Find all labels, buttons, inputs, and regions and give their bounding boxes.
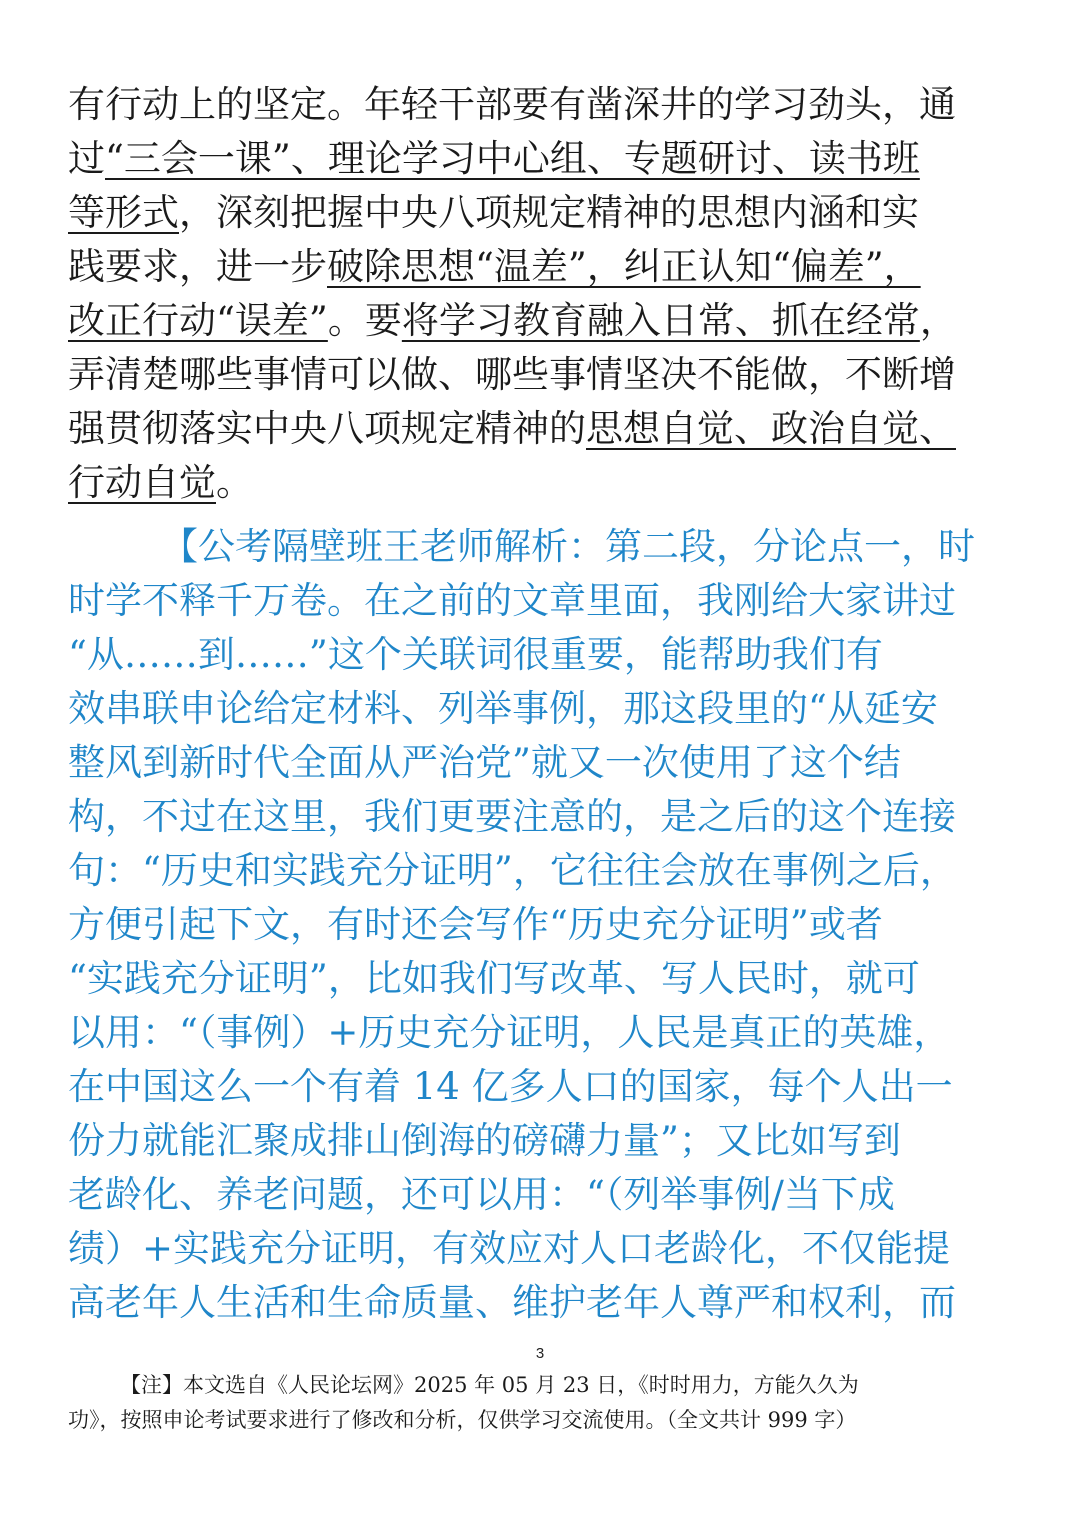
teacher-analysis — [68, 520, 1018, 1330]
body-line: 行动自觉。 — [68, 461, 253, 504]
analysis-line: 整风到新时代全面从严治党”就又一次使用了这个结 — [68, 741, 901, 784]
body-line: 践要求，进一步破除思想“温差”，纠正认知“偏差”， — [68, 245, 921, 288]
analysis-line: 高老年人生活和生命质量、维护老年人尊严和权利，而 — [68, 1281, 956, 1324]
analysis-line: “实践充分证明”，比如我们写改革、写人民时，就可 — [68, 957, 920, 1000]
body-line: 有行动上的坚定。年轻干部要有凿深井的学习劲头，通 — [68, 83, 956, 126]
analysis-line: 绩）+实践充分证明，有效应对人口老龄化，不仅能提 — [68, 1227, 951, 1270]
analysis-line: 老龄化、养老问题，还可以用：“（列举事例/当下成 — [68, 1173, 895, 1216]
note-line: 【注】本文选自《人民论坛网》2025 年 05 月 23 日，《时时用力，方能久久为 — [120, 1373, 859, 1397]
analysis-line: 以用：“（事例）+历史充分证明，人民是真正的英雄， — [68, 1011, 951, 1054]
page-number: 3 — [535, 1345, 545, 1362]
analysis-line: 效串联申论给定材料、列举事例，那这段里的“从延安 — [68, 687, 938, 730]
body-paragraph — [68, 78, 1018, 510]
analysis-line: 方便引起下文，有时还会写作“历史充分证明”或者 — [68, 903, 883, 946]
analysis-line: 份力就能汇聚成排山倒海的磅礴力量”；又比如写到 — [68, 1119, 901, 1162]
underlined-phrase: 思想自觉、政治自觉、 — [586, 407, 956, 450]
underlined-phrase: 行动自觉 — [68, 461, 216, 504]
body-line: 改正行动“误差”。要将学习教育融入日常、抓在经常， — [68, 299, 957, 342]
note-line: 功》，按照申论考试要求进行了修改和分析，仅供学习交流使用。（全文共计 999 字） — [68, 1408, 857, 1432]
body-line: 弄清楚哪些事情可以做、哪些事情坚决不能做，不断增 — [68, 353, 956, 396]
analysis-line: 时学不释千万卷。在之前的文章里面，我刚给大家讲过 — [68, 579, 956, 622]
underlined-phrase: 破除思想“温差”，纠正认知“偏差”， — [327, 245, 921, 288]
underlined-phrase: “三会一课”、理论学习中心组、专题研讨、读书班 — [105, 137, 920, 180]
analysis-line: 句：“历史和实践充分证明”，它往往会放在事例之后， — [68, 849, 957, 892]
body-line: 等形式，深刻把握中央八项规定精神的思想内涵和实 — [68, 191, 919, 234]
analysis-line: 构，不过在这里，我们更要注意的，是之后的这个连接 — [68, 795, 956, 838]
body-line: 过“三会一课”、理论学习中心组、专题研讨、读书班 — [68, 137, 920, 180]
analysis-line: 在中国这么一个有着 14 亿多人口的国家，每个人出一 — [68, 1065, 953, 1108]
underlined-phrase: 等形式 — [68, 191, 179, 234]
analysis-line: 【公考隔壁班王老师解析：第二段，分论点一，时 — [161, 525, 975, 568]
analysis-line: “从……到……”这个关联词很重要，能帮助我们有 — [68, 633, 883, 676]
underlined-phrase: 改正行动“误差” — [68, 299, 328, 342]
underlined-phrase: 将学习教育融入日常、抓在经常 — [401, 299, 920, 342]
source-note — [68, 1368, 1018, 1438]
body-line: 强贯彻落实中央八项规定精神的思想自觉、政治自觉、 — [68, 407, 956, 450]
